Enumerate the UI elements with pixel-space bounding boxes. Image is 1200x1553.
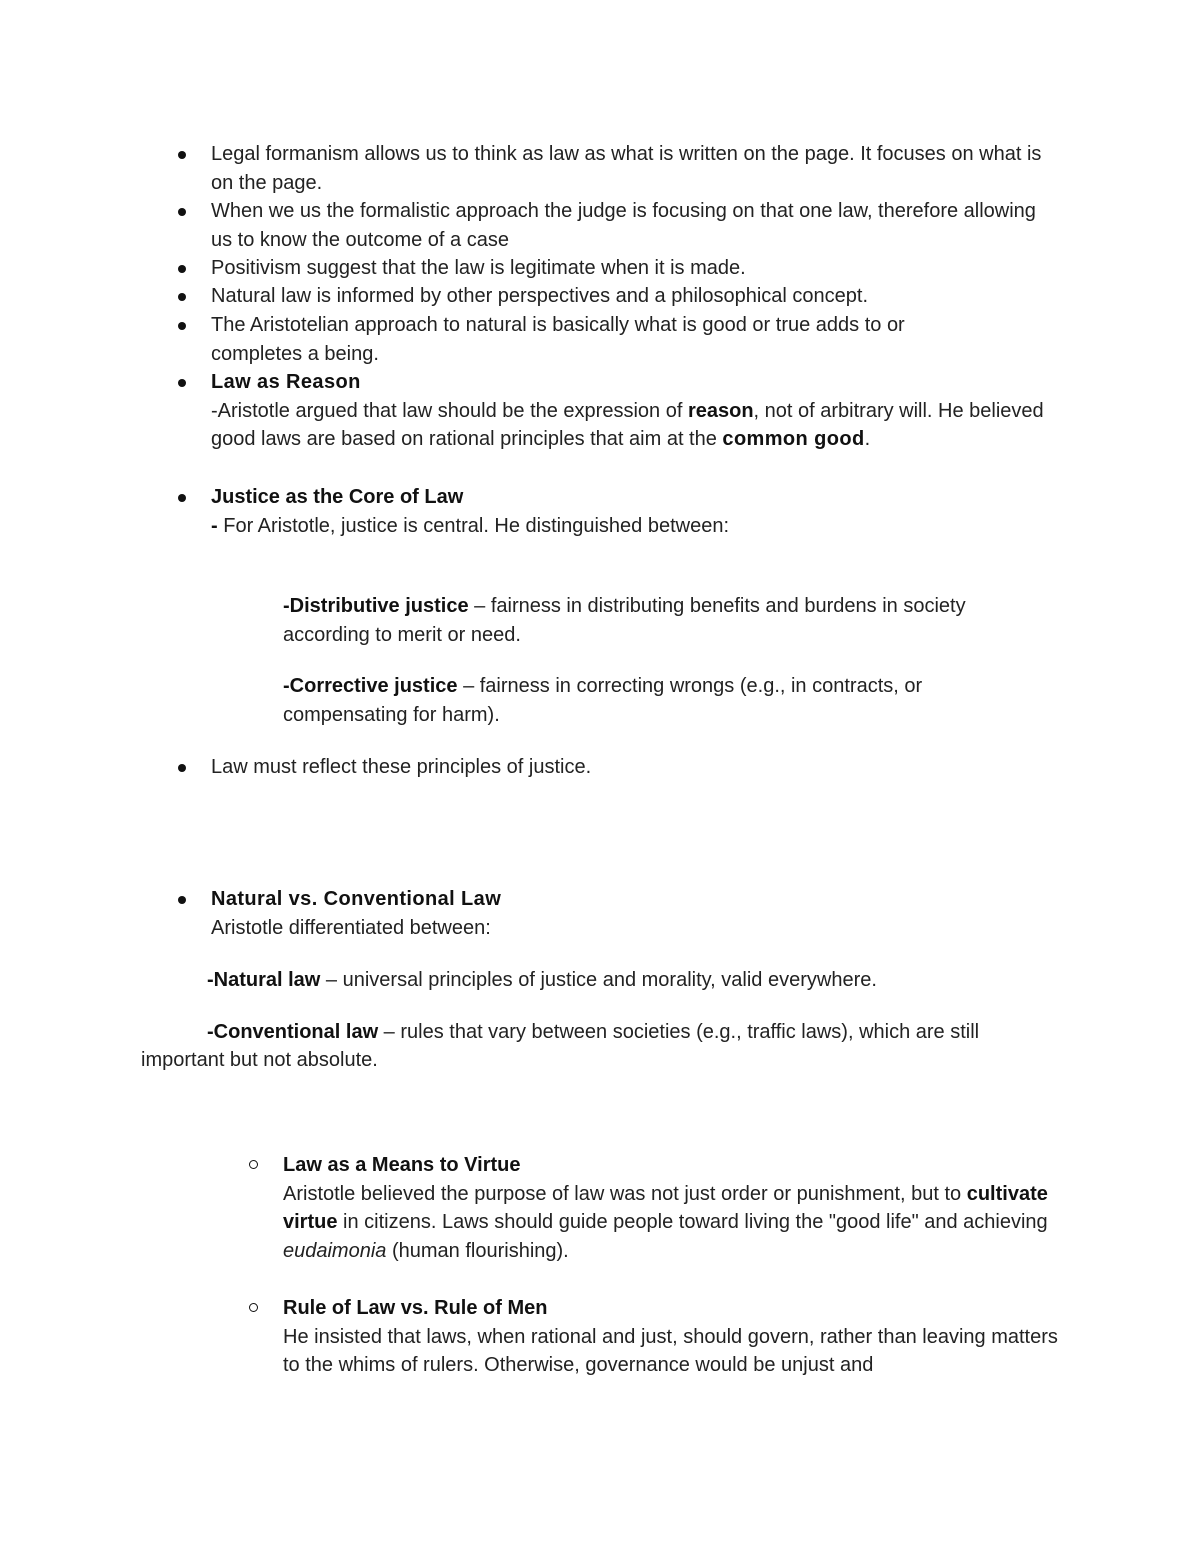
section-heading: Rule of Law vs. Rule of Men [283, 1297, 548, 1319]
bold-term: cultivate virtue [283, 1182, 1048, 1233]
conventional-law-continuation: important but not absolute. [141, 1049, 378, 1071]
bullet-icon [178, 265, 186, 273]
section-heading: Law as a Means to Virtue [283, 1154, 521, 1176]
term-label: -Conventional law [207, 1021, 379, 1043]
section-law-as-reason: Law as Reason -Aristotle argued that law should be the expression of reason, not of arbitrary will. He believed good laws are based on rational principles that aim at the common good. [211, 371, 1044, 450]
section-virtue: Law as a Means to Virtue Aristotle believed the purpose of law was not just order or punishment, but to cultivate virtue in citizens. Laws should guide people toward living the "good life" and achieving eudaimonia (human flourishing). [283, 1154, 1048, 1262]
list-item: Law must reflect these principles of justice. [211, 756, 592, 778]
list-item: Legal formanism allows us to think as law as what is written on the page. It focuses on what is on the page. [211, 143, 1042, 194]
section-heading: Natural vs. Conventional Law [211, 888, 502, 910]
conventional-law-definition: -Conventional law – rules that vary between societies (e.g., traffic laws), which are still [207, 1021, 980, 1043]
italic-term: eudaimonia [283, 1239, 387, 1262]
bullet-icon [178, 208, 186, 216]
term-label: -Corrective justice [283, 675, 458, 697]
bullet-icon [178, 151, 186, 159]
section-natural-vs-conventional: Natural vs. Conventional Law Aristotle differentiated between: [211, 888, 502, 939]
distributive-justice: -Distributive justice – fairness in distributing benefits and burdens in society according to merit or need. [283, 595, 966, 646]
bullet-icon [178, 379, 186, 387]
section-rule-of-law: Rule of Law vs. Rule of Men He insisted that laws, when rational and just, should govern, rather than leaving matters to the whims of rulers. Otherwise, governance would be unjust and [283, 1297, 1058, 1376]
list-item: Positivism suggest that the law is legitimate when it is made. [211, 257, 746, 279]
bullet-icon [178, 896, 186, 904]
natural-law-definition: -Natural law – universal principles of justice and morality, valid everywhere. [207, 969, 877, 991]
list-item: The Aristotelian approach to natural is basically what is good or true adds to or completes a being. [211, 314, 905, 365]
bullet-icon [178, 764, 186, 772]
bold-term: reason [687, 399, 754, 422]
list-item: When we us the formalistic approach the judge is focusing on that one law, therefore allowing us to know the outcome of a case [211, 200, 1036, 251]
section-heading: Law as Reason [211, 371, 361, 393]
term-label: -Distributive justice [283, 595, 469, 617]
section-heading: Justice as the Core of Law [211, 486, 464, 508]
circle-bullet-icon [249, 1303, 258, 1312]
circle-bullet-icon [249, 1160, 258, 1169]
term-label: -Natural law [207, 969, 321, 991]
section-justice-core: Justice as the Core of Law - For Aristotle, justice is central. He distinguished between: [211, 486, 730, 537]
bullet-icon [178, 322, 186, 330]
bold-term: common good [722, 428, 865, 450]
bullet-icon [178, 494, 186, 502]
corrective-justice: -Corrective justice – fairness in correcting wrongs (e.g., in contracts, or compensating for harm). [283, 675, 923, 726]
list-item: Natural law is informed by other perspectives and a philosophical concept. [211, 285, 869, 307]
bullet-icon [178, 293, 186, 301]
